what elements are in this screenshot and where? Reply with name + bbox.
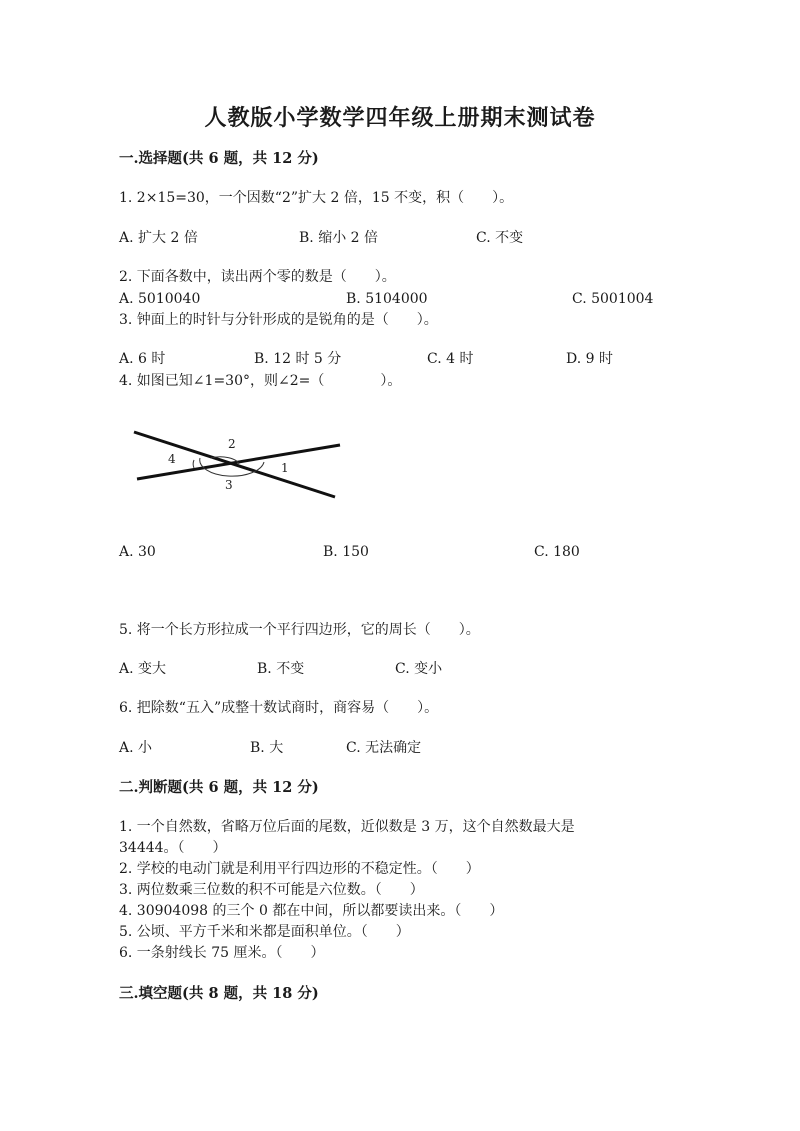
q3-option-a: A. 6 时 [119, 351, 166, 367]
q6-option-a: A. 小 [119, 740, 153, 756]
angle-arc-4 [193, 460, 194, 468]
angle-label-3: 3 [225, 478, 233, 492]
q2-option-a: A. 5010040 [119, 291, 201, 307]
q3-option-c: C. 4 时 [427, 351, 474, 367]
question-6: 6. 把除数“五入”成整十数试商时，商容易（ ）。 [119, 700, 439, 716]
q4-option-c: C. 180 [534, 544, 580, 560]
section-heading-fill-in: 三.填空题(共 8 题，共 18 分) [119, 985, 319, 1002]
q2-option-c: C. 5001004 [572, 291, 654, 307]
q3-option-b: B. 12 时 5 分 [254, 351, 342, 367]
q6-option-b: B. 大 [250, 740, 284, 756]
q5-option-a: A. 变大 [119, 661, 167, 677]
q5-option-b: B. 不变 [257, 661, 305, 677]
question-4: 4. 如图已知∠1=30°，则∠2=（ ）。 [119, 373, 402, 389]
section-heading-judgement: 二.判断题(共 6 题，共 12 分) [119, 779, 319, 796]
judgement-item: 2. 学校的电动门就是利用平行四边形的不稳定性。（ ） [119, 861, 480, 877]
judgement-item: 6. 一条射线长 75 厘米。（ ） [119, 945, 325, 961]
section-heading-choice: 一.选择题(共 6 题，共 12 分) [119, 150, 319, 167]
judgement-item: 3. 两位数乘三位数的积不可能是六位数。（ ） [119, 882, 424, 898]
q4-option-a: A. 30 [119, 544, 156, 560]
angle-label-2: 2 [228, 437, 236, 451]
angle-label-1: 1 [281, 461, 289, 475]
q2-option-b: B. 5104000 [346, 291, 428, 307]
q1-option-c: C. 不变 [476, 230, 524, 246]
q4-option-b: B. 150 [323, 544, 369, 560]
q1-option-a: A. 扩大 2 倍 [119, 230, 198, 246]
q3-option-d: D. 9 时 [566, 351, 613, 367]
page-title: 人教版小学数学四年级上册期末测试卷 [204, 105, 596, 131]
q1-option-b: B. 缩小 2 倍 [299, 230, 378, 246]
judgement-item: 4. 30904098 的三个 0 都在中间，所以都要读出来。（ ） [119, 903, 504, 919]
angle-label-4: 4 [168, 452, 176, 466]
question-3: 3. 钟面上的时针与分针形成的是锐角的是（ ）。 [119, 312, 438, 328]
judgement-item: 5. 公顷、平方千米和米都是面积单位。（ ） [119, 924, 410, 940]
q6-option-c: C. 无法确定 [346, 740, 422, 756]
judgement-item: 1. 一个自然数，省略万位后面的尾数，近似数是 3 万，这个自然数最大是 [119, 819, 575, 835]
q5-option-c: C. 变小 [395, 661, 443, 677]
question-2: 2. 下面各数中，读出两个零的数是（ ）。 [119, 269, 396, 285]
question-5: 5. 将一个长方形拉成一个平行四边形，它的周长（ ）。 [119, 622, 480, 638]
question-1: 1. 2×15=30，一个因数“2”扩大 2 倍，15 不变，积（ ）。 [119, 190, 514, 206]
judgement-item: 34444。（ ） [119, 840, 227, 856]
intersecting-lines-figure [128, 420, 348, 502]
